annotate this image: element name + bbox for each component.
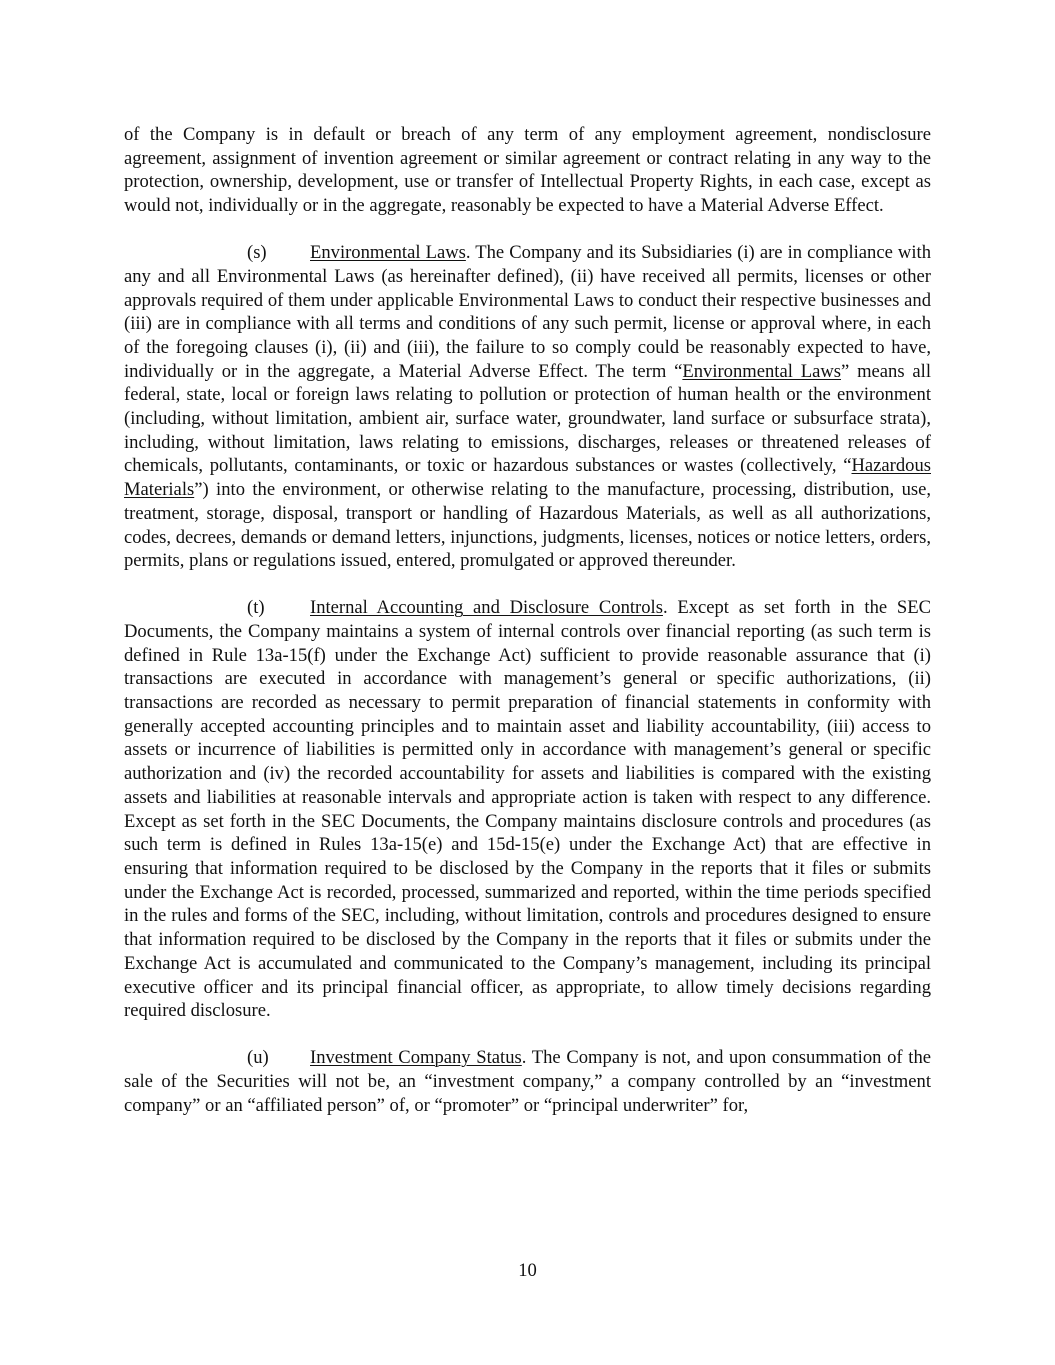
- document-page: [124, 123, 931, 1117]
- section-text: ” means all federal, state, local or foreign laws relating to pollution or protection of human health or the environment (including, without limitation, ambient air, surface water, groundwater, land surface or subsurface strata), including, without limitation, laws relating to emissions, discharges, releases or threatened releases of chemicals, pollutants, contaminants, or toxic or hazardous substances or wastes (collectively, “: [124, 360, 931, 477]
- continuation-paragraph: of the Company is in default or breach of any term of any employment agreement, nondisclosure agreement, assignment of invention agreement or similar agreement or contract relating in any way to the protection, ownership, development, use or transfer of Intellectual Property Rights, in each case, except as would not, individually or in the aggregate, reasonably be expected to have a Material Adverse Effect.: [124, 124, 931, 217]
- section-text: ”) into the environment, or otherwise relating to the manufacture, processing, distribution, use, treatment, storage, disposal, transport or handling of Hazardous Materials, as well as all authorizations, codes, decrees, demands or demand letters, injunctions, judgments, licenses, notices or notice letters, orders, permits, plans or regulations issued, entered, promulgated or approved thereunder.: [124, 479, 931, 572]
- section-text: The Company is not, and upon consummation of the sale of the Securities will not be, an “investment company,” a company controlled by an “investment company” or an “affiliated person” of, or “promoter” or “principal underwriter” for,: [124, 1047, 931, 1116]
- section-u-paragraph: [124, 1046, 931, 1117]
- section-text: The Company and its Subsidiaries (i) are in compliance with any and all Environmental Laws (as hereinafter defined), (ii) have received all permits, licenses or other approvals required of them under applicable Environmental Laws to conduct their respective businesses and (iii) are in compliance with all terms and conditions of any such permit, license or approval where, in each of the foregoing clauses (i), (ii) and (iii), the failure to so comply could be reasonably expected to have, individually or in the aggregate, a Material Adverse Effect. The term “: [124, 242, 931, 382]
- section-marker: (u): [247, 1047, 269, 1069]
- section-heading: Investment Company Status: [310, 1047, 522, 1069]
- section-heading: Environmental Laws: [310, 242, 466, 264]
- section-text: Except as set forth in the SEC Documents, the Company maintains a system of internal controls over financial reporting (as such term is defined in Rule 13a-15(f) under the Exchange Act) sufficient to provide reasonable assurance that (i) transactions are executed in accordance with management’s general or specific authorizations, (ii) transactions are recorded as necessary to permit preparation of financial statements in conformity with generally accepted accounting principles and to maintain asset and liability accountability, (iii) access to assets or incurrence of liabilities is permitted only in accordance with management’s general or specific authorization and (iv) the recorded accountability for assets and liabilities is compared with the existing assets and liabilities at reasonable intervals and appropriate action is taken with respect to any difference. Except as set forth in the SEC Documents, the Company maintains disclosure controls and procedures (as such term is defined in Rules 13a-15(e) and 15d-15(e) under the Exchange Act) that are effective in ensuring that information required to be disclosed by the Company in the reports that it files or submits under the Exchange Act is recorded, processed, summarized and reported, within the time periods specified in the rules and forms of the SEC, including, without limitation, controls and procedures designed to ensure that information required to be disclosed by the Company in the reports that it files or submits under the Exchange Act is accumulated and communicated to the Company’s management, including its principal executive officer and its principal financial officer, as appropriate, to allow timely decisions regarding required disclosure.: [124, 597, 931, 1022]
- section-s-paragraph: [124, 241, 931, 573]
- page-number: 10: [518, 1260, 537, 1281]
- defined-term: Hazardous Materials: [124, 455, 931, 501]
- defined-term: Environmental Laws: [682, 360, 841, 382]
- section-marker: (s): [247, 242, 267, 264]
- heading-punctuation: .: [465, 242, 476, 264]
- section-t-paragraph: [124, 596, 931, 1023]
- heading-punctuation: .: [662, 597, 678, 619]
- section-heading: Internal Accounting and Disclosure Controls: [310, 597, 663, 619]
- heading-punctuation: .: [521, 1047, 532, 1069]
- section-marker: (t): [247, 597, 265, 619]
